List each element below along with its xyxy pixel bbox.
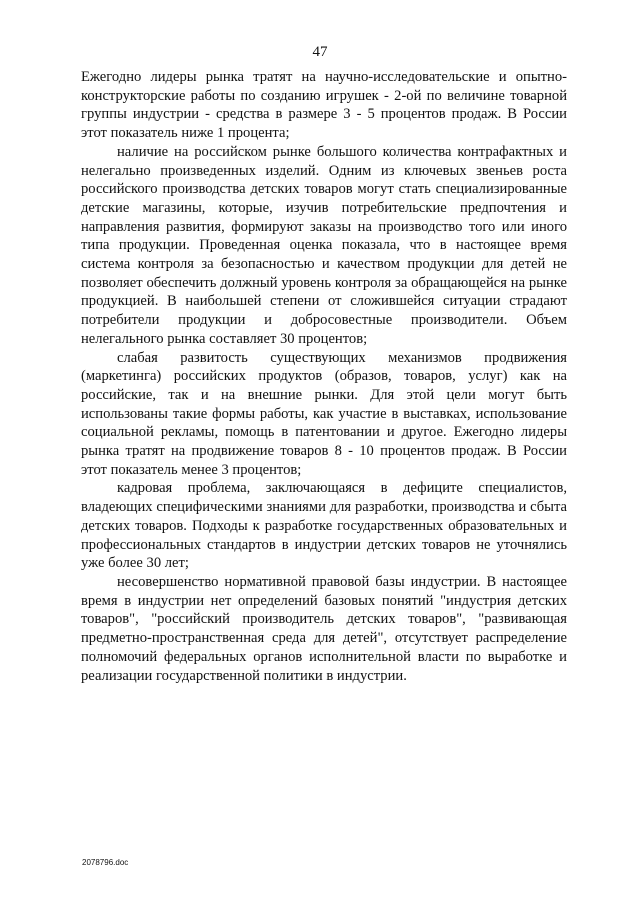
body-text <box>81 68 567 685</box>
paragraph: кадровая проблема, заключающаяся в дефиците специалистов, владеющих специфическими знаниями для разработки, производства и сбыта детских товаров. Подходы к разработке государственных образовательных и профессиональных стандартов в индустрии детских товаров не уточнялись уже более 30 лет; <box>81 480 567 572</box>
paragraph: слабая развитость существующих механизмов продвижения (маркетинга) российских продуктов (образов, товаров, услуг) как на российские, так и на внешние рынки. Для этой цели могут быть использованы такие формы работы, как участие в выставках, использование социальной рекламы, помощь в патентовании и другое. Ежегодно лидеры рынка тратят на продвижение товаров 8 - 10 процентов продаж. В России этот показатель менее 3 процентов; <box>81 349 567 478</box>
footer-file-name: 2078796.doc <box>82 858 129 867</box>
page-number: 47 <box>312 44 328 60</box>
paragraph: наличие на российском рынке большого количества контрафактных и нелегально произведенных изделий. Одним из ключевых звеньев роста российского производства детских товаров могут стать специализированные детские магазины, которые, изучив потребительские предпочтения и направления развития, формируют заказы на производство того или иного типа продукции. Проведенная оценка показала, что в настоящее время система контроля за безопасностью и качеством продукции для детей не позволяет обеспечить должный уровень контроля за обращающейся на рынке продукцией. В наибольшей степени от сложившейся ситуации страдают потребители продукции и добросовестные производители. Объем нелегального рынка составляет 30 процентов; <box>81 143 567 347</box>
paragraph: Ежегодно лидеры рынка тратят на научно-исследовательские и опытно-конструкторские работы по созданию игрушек - 2-ой по величине товарной группы индустрии - средства в размере 3 - 5 процентов продаж. В России этот показатель ниже 1 процента; <box>81 69 567 142</box>
paragraph: несовершенство нормативной правовой базы индустрии. В настоящее время в индустрии нет определений базовых понятий "индустрия детских товаров", "российский производитель детских товаров", "развивающая предметно-пространственная среда для детей", отсутствует распределение полномочий федеральных органов исполнительной власти по выработке и реализации государственной политики в индустрии. <box>81 573 567 684</box>
